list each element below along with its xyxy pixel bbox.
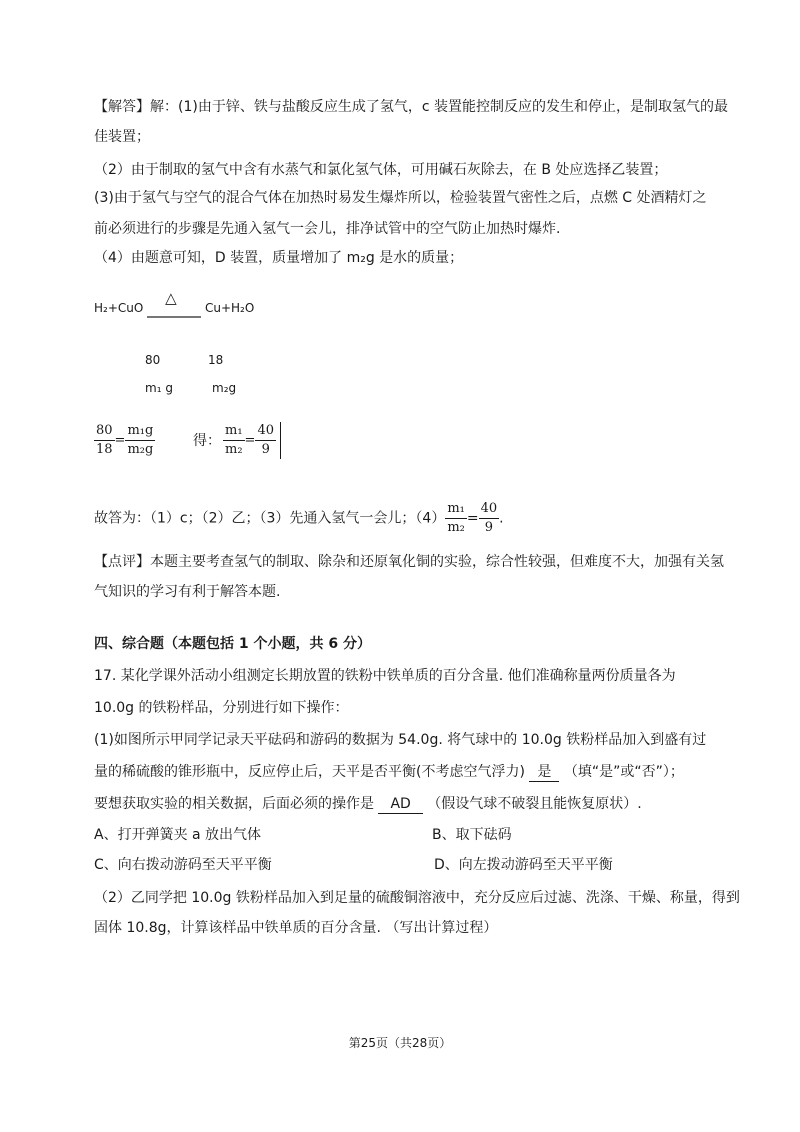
final-rden: 9 <box>484 520 494 535</box>
answer-line-4: (3)由于氢气与空气的混合气体在加热时易发生爆炸所以，检验装置气密性之后，点燃 C 处酒精灯之 <box>94 190 707 206</box>
final-eq: = <box>466 510 479 527</box>
ratio-result-right <box>255 422 276 459</box>
q17-line-3: (1)如图所示甲同学记录天平砝码和游码的数据为 54.0g. 将气球中的 10.0g 铁粉样品加入到盛有过 <box>94 732 707 748</box>
molar-mass-h2o: 18 <box>208 353 224 367</box>
ratio-result <box>223 422 281 459</box>
q17-line-4-text: 量的稀硫酸的锥形瓶中，反应停止后，天平是否平衡(不考虑空气浮力) <box>94 764 525 780</box>
section-title: 四、综合题（本题包括 1 个小题，共 6 分） <box>94 636 371 652</box>
comment-line-1: 【点评】本题主要考查氢气的制取、除杂和还原氧化铜的实验，综合性较强，但难度不大，加强有关氢 <box>94 554 724 570</box>
option-b: B、取下砝码 <box>432 827 512 843</box>
ratio-result-rden: 9 <box>261 442 270 457</box>
mass-var-m2: m₂g <box>212 381 237 395</box>
q17-line-4-hint: （填“是”或“否”）； <box>563 764 684 780</box>
q17-line-1: 17. 某化学课外活动小组测定长期放置的铁粉中铁单质的百分含量. 他们准确称量两份质量各为 <box>94 668 676 684</box>
equation-products: Cu+H₂O <box>204 301 255 315</box>
q17-line-2: 10.0g 的铁粉样品，分别进行如下操作： <box>94 700 349 716</box>
final-rnum: 40 <box>479 500 500 519</box>
ratio-right-num: m₁g <box>125 422 155 441</box>
q17-line-7: 固体 10.8g，计算该样品中铁单质的百分含量. （写出计算过程） <box>94 920 498 936</box>
comment-line-2: 气知识的学习有利于解答本题. <box>94 584 281 600</box>
answer-blank-1: 是 <box>529 763 559 782</box>
final-end: . <box>499 510 504 527</box>
q17-line-5-text: 要想获取实验的相关数据，后面必须的操作是 <box>94 796 374 812</box>
ratio-result-left <box>223 422 245 459</box>
final-fraction-left <box>445 500 467 537</box>
option-d: D、向左拨动游码至天平平衡 <box>434 857 613 873</box>
q17-line-6: （2）乙同学把 10.0g 铁粉样品加入到足量的硫酸铜溶液中，充分反应后过滤、洗涤、干燥、称量，得到 <box>94 890 740 906</box>
final-fraction-right <box>479 500 500 537</box>
option-a: A、打开弹簧夹 a 放出气体 <box>94 827 262 843</box>
final-answer-text: 故答为：（1）c；（2）乙；（3）先通入氢气一会儿；（4） <box>94 510 446 527</box>
answer-line-5: 前必须进行的步骤是先通入氢气一会儿，排净试管中的空气防止加热时爆炸. <box>94 221 561 237</box>
ratio-result-den: m₂ <box>225 442 243 457</box>
answer-line-3: （2）由于制取的氢气中含有水蒸气和氯化氢气体，可用碱石灰除去，在 B 处应选择乙装置； <box>94 162 668 178</box>
final-answer <box>94 500 504 537</box>
mass-var-m1: m₁ g <box>145 381 173 395</box>
ratio-result-eq: = <box>244 433 256 448</box>
answer-line-1: 【解答】解：(1)由于锌、铁与盐酸反应生成了氢气，c 装置能控制反应的发生和停止，是制取氢气的最 <box>94 99 728 115</box>
chemical-equation <box>94 289 255 318</box>
ratio-left-fraction <box>94 422 115 459</box>
ratio-right-fraction <box>125 422 155 459</box>
ratio-equation <box>94 422 155 459</box>
final-den: m₂ <box>447 520 465 535</box>
answer-line-2: 佳装置； <box>94 129 150 145</box>
heat-triangle-icon: △ <box>165 289 177 307</box>
answer-blank-2: AD <box>378 795 422 814</box>
de-label: 得： <box>193 433 221 449</box>
equation-reactants: H₂+CuO <box>94 301 144 315</box>
ratio-result-rnum: 40 <box>255 422 276 441</box>
molar-mass-cuo: 80 <box>145 353 161 367</box>
final-num: m₁ <box>445 500 467 519</box>
q17-line-5-hint: （假设气球不破裂且能恢复原状）. <box>427 796 642 812</box>
ratio-result-num: m₁ <box>223 422 245 441</box>
ratio-right-den: m₂g <box>127 442 154 457</box>
ratio-left-num: 80 <box>94 422 115 441</box>
reaction-condition <box>147 289 201 318</box>
q17-line-5 <box>94 794 642 814</box>
q17-line-4 <box>94 762 684 782</box>
answer-line-6: （4）由题意可知，D 装置，质量增加了 m₂g 是水的质量； <box>94 250 464 266</box>
page-footer: 第25页（共28页） <box>348 1036 452 1050</box>
ratio-eq: = <box>114 433 126 448</box>
option-c: C、向右拨动游码至天平平衡 <box>94 857 272 873</box>
ratio-left-den: 18 <box>96 442 113 457</box>
